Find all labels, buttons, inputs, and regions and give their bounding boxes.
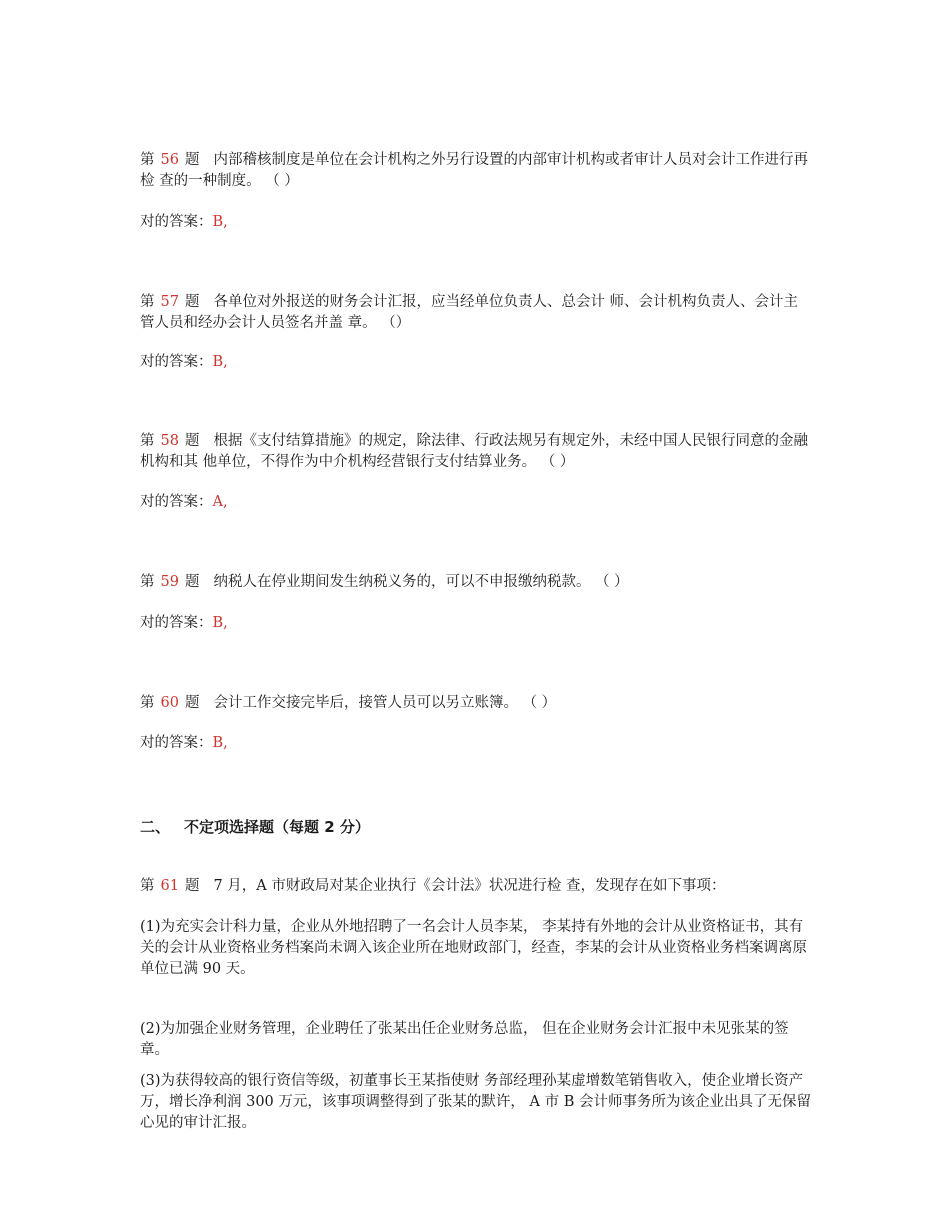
answer-label: 对的答案： — [140, 354, 213, 370]
question-prefix: 第 — [140, 574, 155, 590]
question-number: 59 — [160, 574, 179, 590]
question-61-item-3: (3)为获得较高的银行资信等级，初董事长王某指使财 务部经理孙某虚增数笔销售收入，使企业增长资产 万，增长净利润 300 万元，该事项调整得到了张某的默许， A 市 B 会计师事务所为该企业出具了无保留心见的审计汇报。 — [140, 1073, 811, 1131]
question-text: 7 月，A 市财政局对某企业执行《会计法》状况进行检 查，发现存在如下事项： — [213, 878, 726, 894]
answer-label: 对的答案： — [140, 214, 213, 230]
answer-label: 对的答案： — [140, 615, 213, 631]
answer-58 — [140, 492, 228, 513]
question-suffix: 题 — [184, 433, 200, 449]
question-61-item-1: (1)为充实会计科力量，企业从外地招聘了一名会计人员李某， 李某持有外地的会计从业资格证书，其有关的会计从业资格业务档案尚未调入该企业所在地财政部门，经查，李某的会计从业资格业务档案调离原单位已满 90 天。 — [140, 919, 807, 977]
answer-60 — [140, 733, 228, 754]
question-text: 内部稽核制度是单位在会计机构之外另行设置的内部审计机构或者审计人员对会计工作进行再检 查的一种制度。 （ ） — [140, 152, 808, 189]
question-number: 61 — [160, 878, 179, 894]
answer-value: B, — [212, 615, 228, 631]
answer-label: 对的答案： — [140, 494, 213, 510]
question-61-item-2: (2)为加强企业财务管理，企业聘任了张某出任企业财务总监， 但在企业财务会计汇报中未见张某的签章。 — [140, 1021, 789, 1058]
question-suffix: 题 — [184, 574, 200, 590]
question-60 — [140, 693, 812, 714]
answer-label: 对的答案： — [140, 735, 213, 751]
section-heading — [140, 816, 370, 838]
question-57 — [140, 292, 812, 334]
section-number: 二、 — [140, 818, 171, 836]
question-number: 56 — [160, 152, 179, 168]
answer-56 — [140, 212, 228, 233]
answer-value: B, — [212, 214, 228, 230]
question-suffix: 题 — [184, 152, 200, 168]
answer-57 — [140, 352, 228, 373]
section-title-text: 不定项选择题（每题 2 分） — [184, 818, 370, 836]
question-text: 各单位对外报送的财务会计汇报，应当经单位负责人、总会计 师、会计机构负责人、会计主管人员和经办会计人员签名并盖 章。 （） — [140, 294, 799, 331]
question-suffix: 题 — [184, 878, 200, 894]
question-text: 纳税人在停业期间发生纳税义务的，可以不申报缴纳税款。 （ ） — [213, 574, 629, 590]
question-56 — [140, 150, 812, 192]
question-prefix: 第 — [140, 433, 155, 449]
answer-value: A, — [212, 494, 228, 510]
question-58 — [140, 431, 812, 473]
answer-value: B, — [212, 354, 228, 370]
question-number: 58 — [160, 433, 179, 449]
question-number: 60 — [160, 695, 179, 711]
question-prefix: 第 — [140, 294, 155, 310]
question-59 — [140, 572, 812, 593]
question-prefix: 第 — [140, 152, 155, 168]
question-61 — [140, 876, 812, 897]
question-text: 根据《支付结算措施》的规定，除法律、行政法规另有规定外，未经中国人民银行同意的金融机构和其 他单位，不得作为中介机构经营银行支付结算业务。 （ ） — [140, 433, 808, 470]
question-text: 会计工作交接完毕后，接管人员可以另立账簿。 （ ） — [213, 695, 557, 711]
answer-value: B, — [212, 735, 228, 751]
question-prefix: 第 — [140, 695, 155, 711]
answer-59 — [140, 613, 228, 634]
question-suffix: 题 — [184, 294, 200, 310]
question-prefix: 第 — [140, 878, 155, 894]
question-suffix: 题 — [184, 695, 200, 711]
question-number: 57 — [160, 294, 179, 310]
